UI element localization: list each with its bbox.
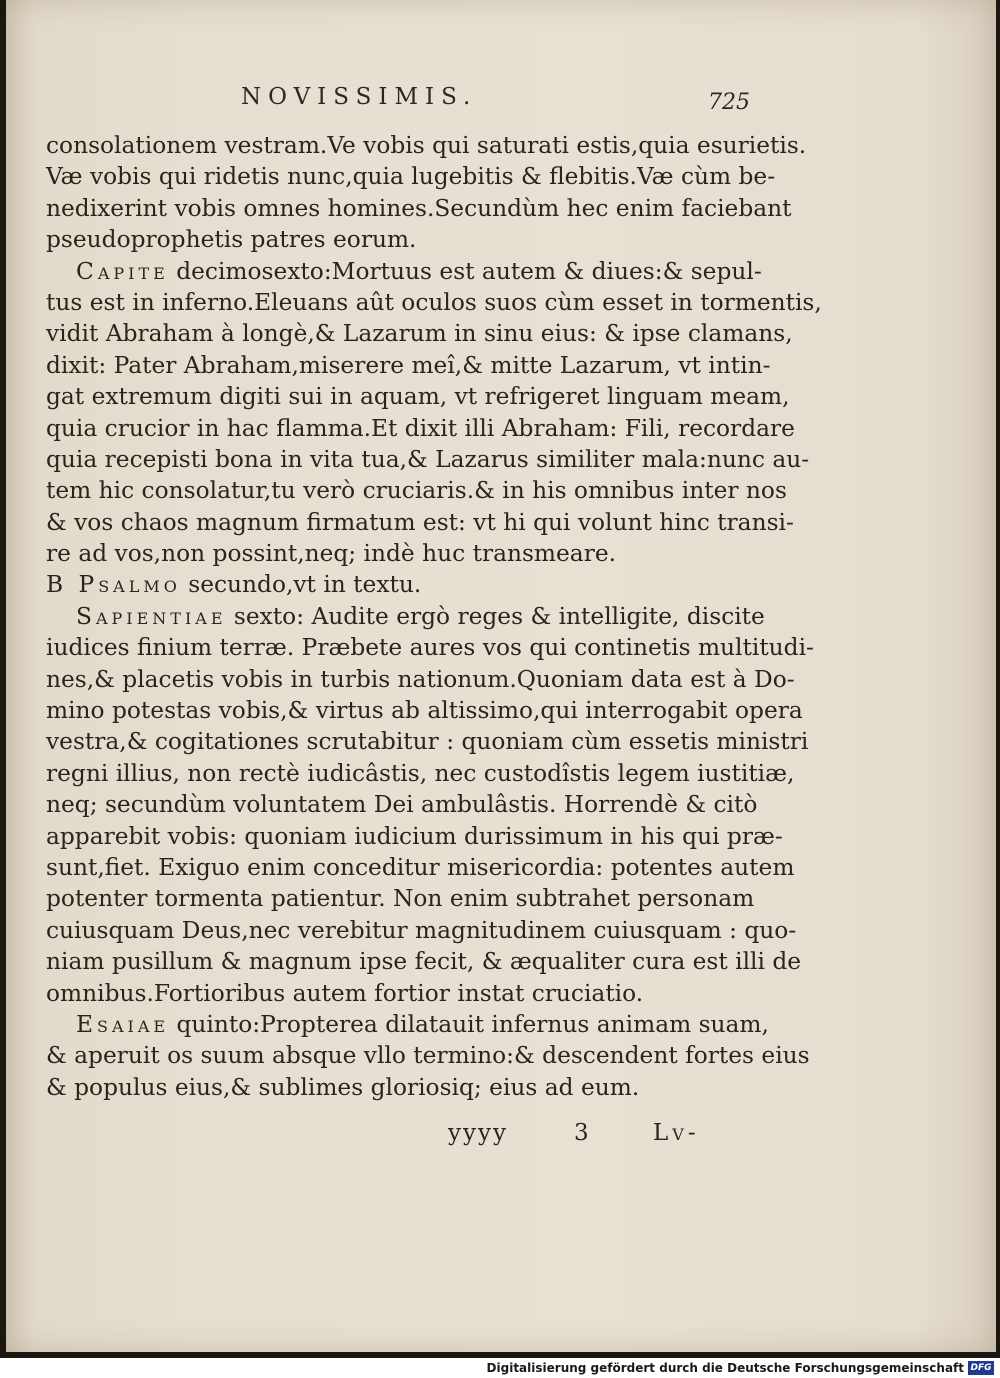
text-line: tem hic consolatur,tu verò cruciaris.& in his omnibus inter nos: [46, 477, 787, 505]
text-line: B Psalmo secundo,vt in textu.: [46, 571, 422, 599]
text-line: pseudoprophetis patres eorum.: [46, 226, 417, 254]
text-line: iudices finium terræ. Præbete aures vos qui continetis multitudi-: [46, 634, 814, 662]
text-line: & aperuit os suum absque vllo termino:& descendent fortes eius: [46, 1042, 810, 1070]
signature-mark: yyyy: [448, 1120, 508, 1146]
text-line: re ad vos,non possint,neq; indè huc transmeare.: [46, 540, 617, 568]
text-line: vestra,& cogitationes scrutabitur : quoniam cùm essetis ministri: [46, 728, 809, 756]
text-line: potenter tormenta patientur. Non enim subtrahet personam: [46, 885, 755, 913]
text-line: omnibus.Fortioribus autem fortior instat cruciatio.: [46, 979, 644, 1007]
text-line: vidit Abraham à longè,& Lazarum in sinu eius: & ipse clamans,: [46, 320, 793, 348]
page-number: 725: [708, 90, 750, 115]
text-line: neq; secundùm voluntatem Dei ambulâstis. Horrendè & citò: [46, 791, 758, 819]
text-line: dixit: Pater Abraham,miserere meî,& mitte Lazarum, vt intin-: [46, 351, 771, 379]
text-line: gat extremum digiti sui in aquam, vt refrigeret linguam meam,: [46, 383, 790, 411]
text-line: Sapientiae sexto: Audite ergò reges & intelligite, discite: [76, 602, 765, 630]
text-line: quia recepisti bona in vita tua,& Lazarus similiter mala:nunc au-: [46, 445, 810, 473]
text-line: tus est in inferno.Eleuans aût oculos suos cùm esset in tormentis,: [46, 288, 822, 316]
footer-bar: [0, 1360, 1000, 1378]
text-line: nedixerint vobis omnes homines.Secundùm hec enim faciebant: [46, 194, 792, 222]
section-heading: Capite: [76, 257, 169, 285]
funding-notice: Digitalisierung gefördert durch die Deutsche Forschungsgemeinschaft: [486, 1361, 964, 1375]
text-line: & vos chaos magnum firmatum est: vt hi qui volunt hinc transi-: [46, 508, 794, 536]
text-line: Capite decimosexto:Mortuus est autem & diues:& sepul-: [76, 257, 762, 285]
text-line: cuiusquam Deus,nec verebitur magnitudinem cuiusquam : quo-: [46, 916, 797, 944]
signature-number: 3: [574, 1120, 589, 1146]
text-line: nes,& placetis vobis in turbis nationum.Quoniam data est à Do-: [46, 665, 795, 693]
running-head: NOVISSIMIS.: [241, 84, 478, 110]
section-heading: B Psalmo: [46, 571, 181, 599]
book-page: [6, 0, 996, 1352]
text-line: consolationem vestram.Ve vobis qui saturati estis,quia esurietis.: [46, 132, 807, 159]
text-line: sunt,fiet. Exiguo enim conceditur misericordia: potentes autem: [46, 853, 795, 881]
catchword: Lv-: [653, 1120, 700, 1146]
text-line: Væ vobis qui ridetis nunc,quia lugebitis & flebitis.Væ cùm be-: [46, 163, 776, 191]
section-heading: Sapientiae: [76, 602, 227, 630]
dfg-logo-icon: DFG: [968, 1361, 994, 1375]
text-line: & populus eius,& sublimes gloriosiq; eius ad eum.: [46, 1073, 640, 1101]
text-line: apparebit vobis: quoniam iudicium durissimum in his qui præ-: [46, 822, 783, 850]
text-line: mino potestas vobis,& virtus ab altissimo,qui interrogabit opera: [46, 697, 803, 725]
text-line: quia crucior in hac flamma.Et dixit illi Abraham: Fili, recordare: [46, 414, 795, 442]
text-line: niam pusillum & magnum ipse fecit, & æqualiter cura est illi de: [46, 948, 802, 976]
text-line: regni illius, non rectè iudicâstis, nec custodîstis legem iustitiæ,: [46, 759, 795, 787]
section-heading: Esaiae: [76, 1010, 170, 1038]
body-text: [46, 130, 822, 1103]
text-line: Esaiae quinto:Propterea dilatauit infernus animam suam,: [76, 1010, 769, 1038]
